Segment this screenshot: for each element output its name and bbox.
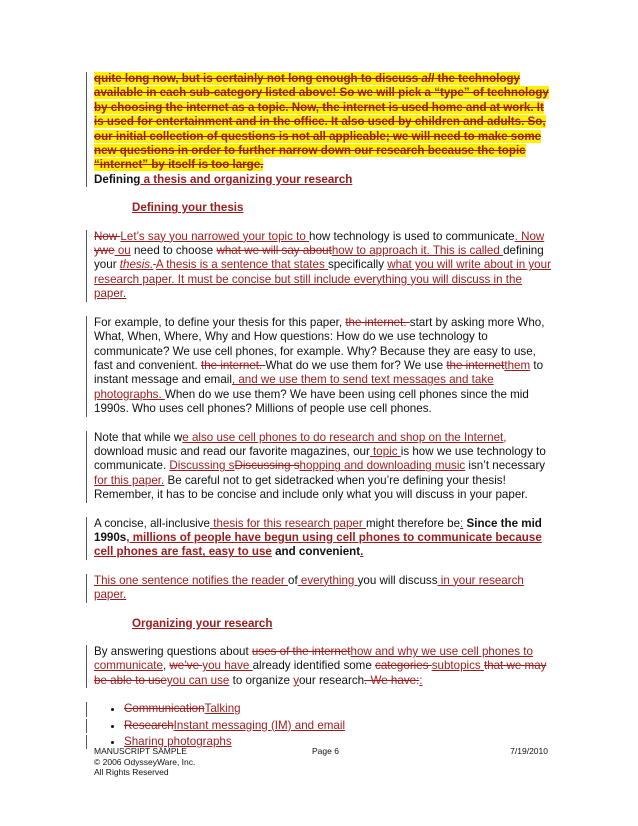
- body-text: how technology is used to communicate: [309, 229, 515, 243]
- list-item: [124, 702, 554, 716]
- body-text: isn’t necessary: [465, 459, 546, 473]
- change-bar: [86, 735, 87, 749]
- change-bar: [86, 574, 87, 603]
- inserted-text: ou: [114, 244, 131, 258]
- footer-title: MANUSCRIPT SAMPLE: [94, 746, 187, 756]
- bold-text: and convenient: [271, 545, 361, 559]
- deleted-text: Research: [124, 718, 174, 732]
- inserted-text: :: [460, 516, 464, 530]
- body-text: For example, to define your thesis for this paper,: [94, 315, 346, 329]
- deleted-text: Communication: [124, 702, 205, 716]
- inserted-text: thesis for this research paper: [210, 516, 366, 530]
- deleted-text: Discussing s: [234, 459, 300, 473]
- body-text: specifically: [327, 258, 388, 272]
- body-text: A concise, all-inclusive: [94, 516, 210, 530]
- inserted-text: how to approach it. This is called: [331, 244, 504, 258]
- inserted-text: :: [419, 673, 423, 687]
- deleted-text: ywe: [94, 244, 115, 258]
- body-text: ,: [162, 659, 170, 673]
- inserted-text: for this paper.: [94, 473, 165, 487]
- footer-page-number: Page 6: [312, 746, 339, 756]
- inserted-text: .: [360, 545, 364, 559]
- deleted-text: the internet.: [201, 358, 266, 372]
- inserted-text: a thesis and organizing your research: [140, 172, 353, 186]
- body-text: to organize: [229, 673, 294, 687]
- paragraph-organizing: [94, 645, 554, 688]
- bold-text: Since the mid 1990s: [94, 516, 542, 544]
- inserted-text: hopping and downloading music: [299, 459, 466, 473]
- paragraph-summary: [94, 574, 554, 603]
- inserted-text: y: [293, 673, 299, 687]
- highlighted-deleted-text: quite long now, but is certainly not long enough to discuss: [94, 72, 422, 85]
- paragraph-thesis-definition: [94, 230, 554, 302]
- inserted-text: thesis.: [119, 258, 154, 272]
- change-bar: [86, 517, 87, 560]
- body-text: Note that while w: [94, 430, 183, 444]
- change-bar: [86, 645, 87, 688]
- subtopic-list: [94, 702, 554, 749]
- inserted-text: This one sentence notifies the reader: [94, 573, 288, 587]
- paragraph-intro: [94, 72, 554, 187]
- deleted-text: . We have:: [364, 673, 420, 687]
- body-text: start by asking more Who, What, When, Where, Why and How questions: How do we use technology to communicate? We use cell phones, for example. Why? Because they are easy to use, fast and convenient.: [94, 315, 545, 372]
- list-item: [124, 719, 554, 733]
- inserted-text: . Now: [514, 229, 545, 243]
- inserted-text: everything: [297, 573, 358, 587]
- change-bar: [86, 431, 87, 503]
- deleted-text: we’ve: [169, 659, 203, 673]
- inserted-text: Let’s say you narrowed your topic to: [120, 229, 310, 243]
- body-text: When do we use them? We have been using cell phones since the mid 1990s. Who uses cell phones? Millions of people use cell phones.: [94, 387, 529, 416]
- section-heading-defining-thesis: Defining your thesis: [132, 201, 244, 215]
- change-bar: [86, 72, 87, 187]
- body-text: our research: [298, 673, 365, 687]
- body-text: already identified some: [252, 659, 376, 673]
- deleted-text: the internet.: [345, 315, 410, 329]
- change-bar: [86, 316, 87, 417]
- inserted-text: e also use cell phones to do research and shop on the Internet,: [182, 430, 507, 444]
- inserted-text: what you will write about in your research paper. It must be concise but still include everything you will discuss in the paper.: [94, 258, 551, 301]
- inserted-text: A thesis is a sentence that states: [155, 258, 328, 272]
- body-text: Be careful not to get sidetracked when you’re defining your thesis! Remember, it has to be concise and include only what you will discuss in your paper.: [94, 473, 528, 502]
- heading-text: Defining: [94, 172, 141, 186]
- inserted-text: how and why we use cell phones to communicate: [94, 645, 533, 673]
- inserted-text: in your research paper.: [94, 573, 524, 602]
- footer-rights: All Rights Reserved: [94, 767, 169, 777]
- body-text: to instant message and email: [94, 358, 544, 387]
- deleted-text: categories: [375, 659, 432, 673]
- deleted-text: the internet: [446, 358, 505, 372]
- page-footer: [94, 746, 554, 778]
- body-text: By answering questions about: [94, 645, 252, 658]
- document-body: [94, 72, 554, 751]
- inserted-text: topic: [369, 444, 401, 458]
- deleted-text: what we will say about: [216, 244, 332, 258]
- inserted-text: you can use: [166, 673, 230, 687]
- body-text: is how we use technology to communicate.: [94, 444, 546, 473]
- paragraph-thesis-statement: [94, 517, 554, 560]
- footer-date: 7/19/2010: [510, 746, 548, 756]
- body-text: download music and read our favorite magazines, our: [94, 444, 370, 458]
- deleted-text: uses of the internet: [251, 645, 351, 658]
- change-bar: [86, 230, 87, 302]
- body-text: you will discuss: [357, 573, 438, 587]
- inserted-text: Talking: [204, 702, 241, 716]
- change-bar: [86, 719, 87, 733]
- body-text: What do we use them for? We use: [265, 358, 447, 372]
- body-text: need to choose: [130, 244, 217, 258]
- body-text: might therefore be: [365, 516, 461, 530]
- inserted-text: them: [504, 358, 531, 372]
- deleted-text: that we may be able to use: [94, 659, 547, 687]
- footer-copyright: © 2006 OdysseyWare, Inc.: [94, 756, 196, 767]
- change-bar: [86, 702, 87, 716]
- body-text: defining your: [94, 244, 544, 272]
- section-heading-organizing-research: Organizing your research: [132, 616, 273, 630]
- deleted-text: Now: [94, 229, 121, 243]
- inserted-text: Discussing s: [169, 459, 235, 473]
- inserted-text: , and we use them to send text messages and take photographs.: [94, 373, 494, 401]
- paragraph-note: [94, 431, 554, 503]
- inserted-text: Instant messaging (IM) and email: [173, 718, 346, 732]
- paragraph-example: [94, 316, 554, 417]
- inserted-text: subtopics: [431, 659, 484, 673]
- inserted-text: you have: [202, 659, 253, 673]
- inserted-text: , millions of people have begun using cell phones to communicate because cell phones are fast, easy to use: [94, 530, 542, 559]
- inserted-text: Sharing photographs: [124, 735, 232, 749]
- highlighted-deleted-text: the technology available in each sub-category listed above! So we will pick a “type” of technology by choosing the internet as a topic. Now, the internet is used home and at work. It is used for entertainment and in the office. It also used by children and adults. So, our initial collection of questions is not all applicable; we will need to make some new questions in order to further narrow down our research because the topic “internet” by itself is too large.: [94, 72, 549, 172]
- body-text: of: [288, 573, 298, 587]
- highlighted-deleted-text: all: [421, 72, 435, 85]
